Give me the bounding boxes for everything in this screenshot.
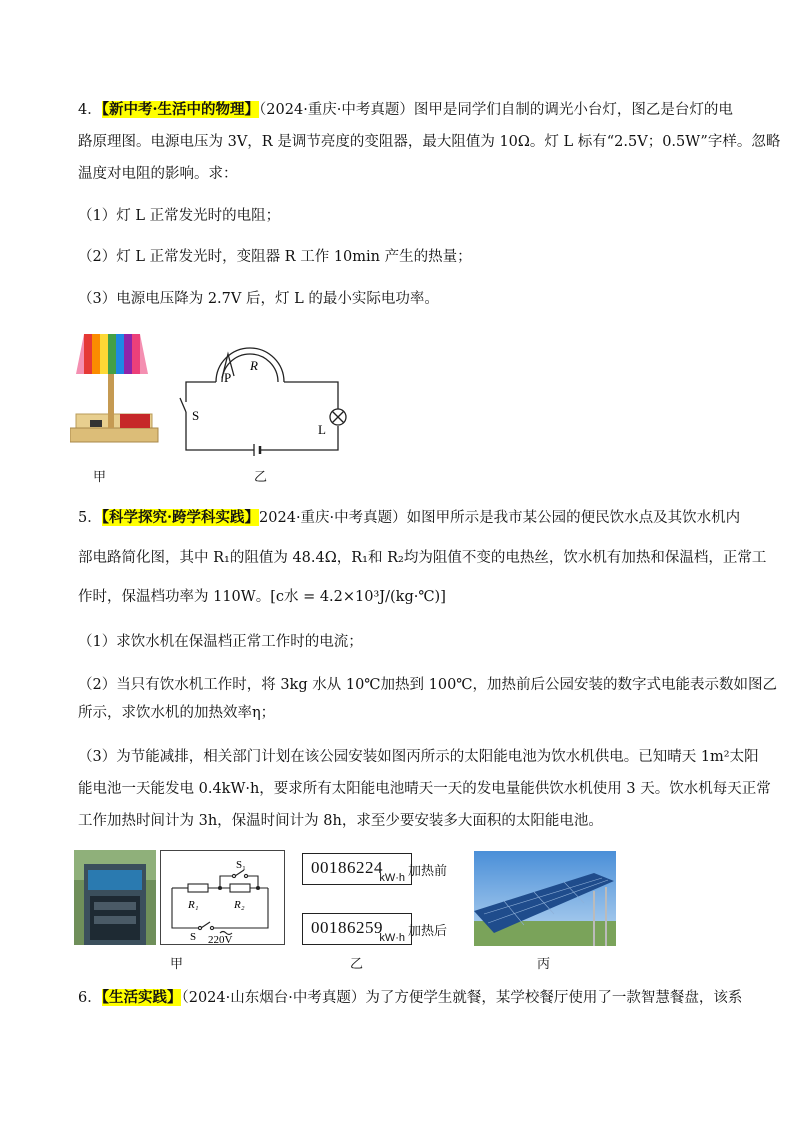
meter-after-label: 加热后 [408, 924, 448, 939]
q5-caption-a: 甲 [170, 957, 184, 972]
q5-text-1: 2024·重庆·中考真题）如图甲所示是我市某公园的便民饮水点及其饮水机内 [259, 510, 741, 526]
circuit-label-r2: R₂ [234, 899, 245, 911]
q5-tag: 【科学探究·跨学科实践】 [101, 509, 260, 526]
meter-before [302, 853, 412, 885]
q5-line-1 [78, 508, 740, 528]
circuit-label-voltage: 220V [208, 934, 233, 945]
q6-text-1: （2024·山东烟台·中考真题）为了方便学生就餐，某学校餐厅使用了一款智慧餐盘，该系 [181, 990, 743, 1006]
q5-circuit-diagram [160, 850, 285, 945]
meter-before-label: 加热前 [408, 864, 448, 879]
meter-before-value: 00186224 [311, 858, 383, 877]
circuit-label-r: R [250, 358, 258, 373]
q4-sub-1: （1）灯 L 正常发光时的电阻； [78, 208, 281, 224]
q5-caption-c: 丙 [537, 957, 551, 972]
q4-sub-2: （2）灯 L 正常发光时，变阻器 R 工作 10min 产生的热量； [78, 249, 472, 265]
q6-number: 6． [78, 990, 102, 1006]
q4-text-1: （2024·重庆·中考真题）图甲是同学们自制的调光小台灯，图乙是台灯的电 [259, 102, 733, 118]
q4-line-1 [78, 100, 733, 120]
q5-caption-b: 乙 [350, 957, 364, 972]
q5-line-3: 作时，保温档功率为 110W。[c水 = 4.2×10³J/(kg·℃)] [78, 589, 446, 605]
q6-tag: 【生活实践】 [101, 989, 182, 1006]
meter-after-unit: kW·h [379, 932, 405, 944]
q5-sub-3a: （3）为节能减排，相关部门计划在该公园安装如图丙所示的太阳能电池为饮水机供电。已知晴天 1m²太阳 [78, 749, 759, 765]
solar-panels-photo [474, 851, 616, 946]
meter-after-value: 00186259 [311, 918, 383, 937]
q6-line-1 [78, 988, 742, 1008]
q4-number: 4． [78, 102, 102, 118]
q5-sub-3b: 能电池一天能发电 0.4kW·h，要求所有太阳能电池晴天一天的发电量能供饮水机使用 3 天。饮水机每天正常 [78, 781, 771, 797]
q4-sub-3: （3）电源电压降为 2.7V 后，灯 L 的最小实际电功率。 [78, 291, 439, 307]
meter-after [302, 913, 412, 945]
q4-circuit-diagram [176, 334, 356, 458]
circuit-label-s: S [192, 408, 200, 423]
q4-caption-b: 乙 [254, 470, 268, 485]
q5-number: 5． [78, 510, 102, 526]
circuit-label-s1: S₁ [236, 859, 246, 871]
q4-line-3: 温度对电阻的影响。求： [78, 166, 238, 182]
circuit-label-s: S [190, 931, 197, 943]
q5-sub-1: （1）求饮水机在保温档正常工作时的电流； [78, 634, 363, 650]
circuit-label-p: P [224, 370, 232, 385]
q5-line-2: 部电路简化图，其中 R₁的阻值为 48.4Ω，R₁和 R₂均为阻值不变的电热丝，饮水机有加热和保温档，正常工 [78, 550, 767, 566]
q5-sub-2a: （2）当只有饮水机工作时，将 3kg 水从 10℃加热到 100℃，加热前后公园安装的数字式电能表示数如图乙 [78, 677, 778, 693]
q4-caption-a: 甲 [93, 470, 107, 485]
q5-sub-2b: 所示，求饮水机的加热效率η； [78, 705, 276, 721]
q5-sub-3c: 工作加热时间计为 3h，保温时间计为 8h，求至少要安装多大面积的太阳能电池。 [78, 813, 603, 829]
q4-tag: 【新中考·生活中的物理】 [101, 101, 260, 118]
water-kiosk-photo [74, 850, 156, 945]
lamp-photo [70, 330, 160, 455]
q4-line-2: 路原理图。电源电压为 3V，R 是调节亮度的变阻器，最大阻值为 10Ω。灯 L 标有“2.5V；0.5W”字样。忽略 [78, 134, 781, 150]
circuit-label-l: L [318, 422, 326, 437]
circuit-label-r1: R₁ [188, 899, 199, 911]
meter-before-unit: kW·h [379, 872, 405, 884]
